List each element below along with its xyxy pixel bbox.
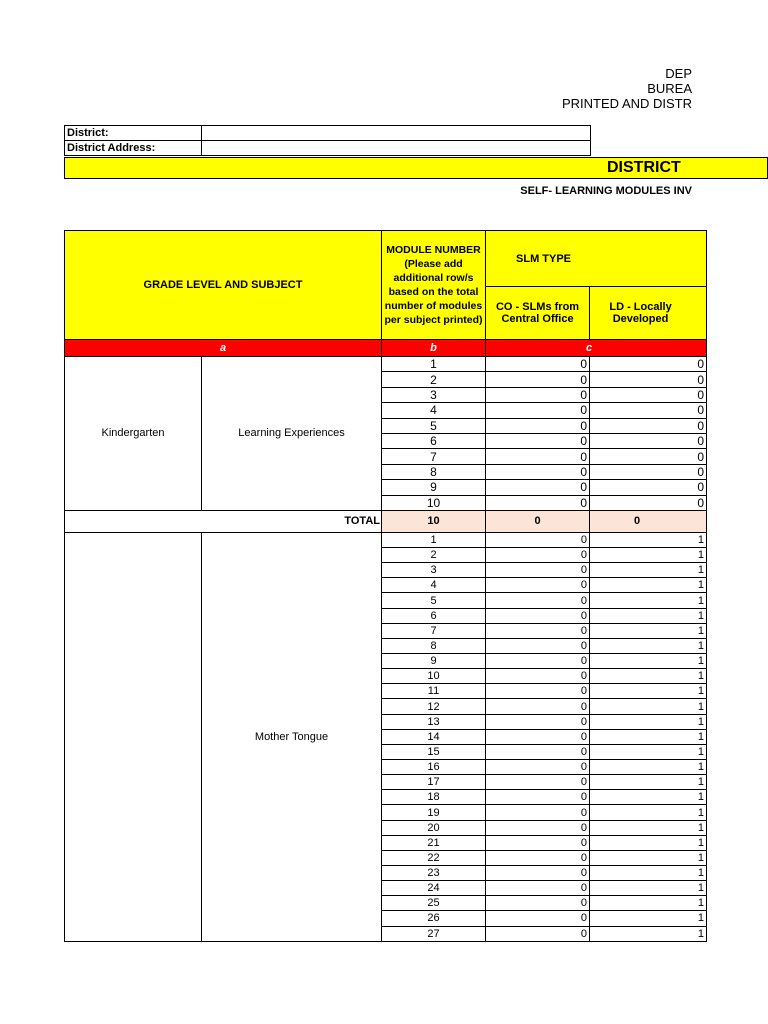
co-count-cell[interactable]: 0 <box>486 403 590 418</box>
co-count-cell[interactable]: 0 <box>486 866 590 881</box>
subject-learning-experiences: Learning Experiences <box>202 357 382 511</box>
co-count-cell[interactable]: 0 <box>486 464 590 479</box>
header-line-2: BUREA <box>647 81 692 96</box>
module-number-cell[interactable]: 24 <box>382 881 486 896</box>
total-row <box>65 510 707 532</box>
module-number-cell[interactable]: 12 <box>382 699 486 714</box>
co-count-cell[interactable]: 0 <box>486 495 590 510</box>
co-count-cell[interactable]: 0 <box>486 372 590 387</box>
module-number-cell[interactable]: 19 <box>382 805 486 820</box>
co-count-cell[interactable]: 0 <box>486 790 590 805</box>
co-count-cell[interactable]: 0 <box>486 654 590 669</box>
ld-count-cell[interactable]: 0 <box>590 357 707 372</box>
column-letter-a: a <box>65 340 382 357</box>
module-number-cell[interactable]: 4 <box>382 403 486 418</box>
district-info-table <box>64 125 591 156</box>
ld-count-cell[interactable]: 1 <box>590 684 707 699</box>
co-count-cell[interactable]: 0 <box>486 881 590 896</box>
ld-count-cell[interactable]: 1 <box>590 593 707 608</box>
co-count-cell[interactable]: 0 <box>486 608 590 623</box>
module-number-cell[interactable]: 5 <box>382 418 486 433</box>
ld-count-cell[interactable]: 1 <box>590 654 707 669</box>
module-number-cell[interactable]: 3 <box>382 563 486 578</box>
ld-count-cell[interactable]: 1 <box>590 820 707 835</box>
co-count-cell[interactable]: 0 <box>486 926 590 941</box>
co-count-cell[interactable]: 0 <box>486 638 590 653</box>
module-number-cell[interactable]: 17 <box>382 775 486 790</box>
module-number-cell[interactable]: 9 <box>382 654 486 669</box>
co-count-cell[interactable]: 0 <box>486 418 590 433</box>
co-count-cell[interactable]: 0 <box>486 896 590 911</box>
co-count-cell[interactable]: 0 <box>486 775 590 790</box>
co-count-cell[interactable]: 0 <box>486 729 590 744</box>
module-number-cell[interactable]: 18 <box>382 790 486 805</box>
ld-count-cell[interactable]: 0 <box>590 464 707 479</box>
ld-header: LD - Locally Developed <box>590 287 707 340</box>
module-number-cell[interactable]: 2 <box>382 548 486 563</box>
ld-count-cell[interactable]: 0 <box>590 433 707 448</box>
module-number-cell[interactable]: 6 <box>382 433 486 448</box>
ld-count-cell[interactable]: 1 <box>590 790 707 805</box>
total-ld: 0 <box>590 510 707 532</box>
column-letter-b: b <box>382 340 486 357</box>
ld-count-cell[interactable]: 1 <box>590 578 707 593</box>
co-count-cell[interactable]: 0 <box>486 911 590 926</box>
ld-count-cell[interactable]: 0 <box>590 418 707 433</box>
module-number-cell[interactable]: 23 <box>382 866 486 881</box>
ld-count-cell[interactable]: 0 <box>590 372 707 387</box>
total-co: 0 <box>486 510 590 532</box>
ld-count-cell[interactable]: 1 <box>590 850 707 865</box>
ld-count-cell[interactable]: 1 <box>590 744 707 759</box>
module-number-cell[interactable]: 7 <box>382 449 486 464</box>
ld-count-cell[interactable]: 1 <box>590 638 707 653</box>
co-count-cell[interactable]: 0 <box>486 357 590 372</box>
co-count-cell[interactable]: 0 <box>486 820 590 835</box>
module-number-cell[interactable]: 21 <box>382 835 486 850</box>
module-number-cell[interactable]: 25 <box>382 896 486 911</box>
ld-count-cell[interactable]: 1 <box>590 866 707 881</box>
total-module-count: 10 <box>382 510 486 532</box>
ld-count-cell[interactable]: 1 <box>590 835 707 850</box>
table-row <box>65 532 707 547</box>
inventory-sheet <box>64 230 705 954</box>
co-count-cell[interactable]: 0 <box>486 684 590 699</box>
ld-count-cell[interactable]: 1 <box>590 548 707 563</box>
ld-count-cell[interactable]: 1 <box>590 714 707 729</box>
module-number-cell[interactable]: 10 <box>382 669 486 684</box>
ld-count-cell[interactable]: 1 <box>590 532 707 547</box>
module-number-cell[interactable]: 1 <box>382 532 486 547</box>
module-number-cell[interactable]: 13 <box>382 714 486 729</box>
header-line-3: PRINTED AND DISTR <box>561 96 692 111</box>
co-count-cell[interactable]: 0 <box>486 760 590 775</box>
co-count-cell[interactable]: 0 <box>486 805 590 820</box>
co-count-cell[interactable]: 0 <box>486 563 590 578</box>
ld-count-cell[interactable]: 0 <box>590 403 707 418</box>
co-count-cell[interactable]: 0 <box>486 699 590 714</box>
co-count-cell[interactable]: 0 <box>486 433 590 448</box>
co-count-cell[interactable]: 0 <box>486 532 590 547</box>
inventory-subtitle: SELF- LEARNING MODULES INV <box>520 185 692 197</box>
ld-count-cell[interactable]: 0 <box>590 495 707 510</box>
co-count-cell[interactable]: 0 <box>486 714 590 729</box>
co-count-cell[interactable]: 0 <box>486 548 590 563</box>
co-count-cell[interactable]: 0 <box>486 387 590 402</box>
table-row <box>65 357 707 372</box>
grade-level-kindergarten: Kindergarten <box>65 357 202 511</box>
ld-count-cell[interactable]: 1 <box>590 775 707 790</box>
ld-count-cell[interactable]: 1 <box>590 805 707 820</box>
inventory-table <box>64 230 707 942</box>
ld-count-cell[interactable]: 1 <box>590 729 707 744</box>
module-number-cell[interactable]: 1 <box>382 357 486 372</box>
module-number-cell[interactable]: 7 <box>382 623 486 638</box>
slm-type-header: SLM TYPE <box>486 231 707 287</box>
co-count-cell[interactable]: 0 <box>486 850 590 865</box>
district-address-label: District Address: <box>65 141 202 156</box>
module-number-cell[interactable]: 3 <box>382 387 486 402</box>
kindergarten-section <box>65 357 707 511</box>
ld-count-cell[interactable]: 1 <box>590 623 707 638</box>
ld-count-cell[interactable]: 0 <box>590 449 707 464</box>
module-number-cell[interactable]: 10 <box>382 495 486 510</box>
ld-count-cell[interactable]: 1 <box>590 896 707 911</box>
ld-count-cell[interactable]: 1 <box>590 760 707 775</box>
module-number-cell[interactable]: 20 <box>382 820 486 835</box>
column-letter-c: c <box>486 340 707 357</box>
co-count-cell[interactable]: 0 <box>486 593 590 608</box>
co-count-cell[interactable]: 0 <box>486 480 590 495</box>
ld-count-cell[interactable]: 1 <box>590 881 707 896</box>
ld-count-cell[interactable]: 1 <box>590 911 707 926</box>
ld-count-cell[interactable]: 1 <box>590 699 707 714</box>
ld-count-cell[interactable]: 1 <box>590 669 707 684</box>
module-number-cell[interactable]: 8 <box>382 464 486 479</box>
co-count-cell[interactable]: 0 <box>486 623 590 638</box>
district-title: DISTRICT <box>607 159 681 176</box>
grade-subject-header: GRADE LEVEL AND SUBJECT <box>65 231 382 340</box>
module-number-cell[interactable]: 26 <box>382 911 486 926</box>
mother-tongue-section <box>65 532 707 941</box>
co-count-cell[interactable]: 0 <box>486 744 590 759</box>
district-address-field[interactable] <box>202 141 591 156</box>
header-line-1: DEP <box>665 66 692 81</box>
module-number-cell[interactable]: 16 <box>382 760 486 775</box>
ld-count-cell[interactable]: 0 <box>590 387 707 402</box>
total-label: TOTAL <box>65 510 382 532</box>
module-number-cell[interactable]: 6 <box>382 608 486 623</box>
module-number-cell[interactable]: 4 <box>382 578 486 593</box>
subject-mother-tongue: Mother Tongue <box>202 532 382 941</box>
module-number-cell[interactable]: 11 <box>382 684 486 699</box>
co-count-cell[interactable]: 0 <box>486 669 590 684</box>
ld-count-cell[interactable]: 1 <box>590 926 707 941</box>
module-number-cell[interactable]: 2 <box>382 372 486 387</box>
module-number-cell[interactable]: 27 <box>382 926 486 941</box>
co-count-cell[interactable]: 0 <box>486 578 590 593</box>
co-count-cell[interactable]: 0 <box>486 835 590 850</box>
co-count-cell[interactable]: 0 <box>486 449 590 464</box>
module-number-header: MODULE NUMBER (Please add additional row/s based on the total number of modules per subject printed) <box>382 231 486 340</box>
ld-count-cell[interactable]: 1 <box>590 608 707 623</box>
ld-count-cell[interactable]: 0 <box>590 480 707 495</box>
grade-level-cell <box>65 532 202 941</box>
district-label: District: <box>65 126 202 141</box>
module-number-cell[interactable]: 15 <box>382 744 486 759</box>
module-number-cell[interactable]: 9 <box>382 480 486 495</box>
module-number-cell[interactable]: 14 <box>382 729 486 744</box>
co-header: CO - SLMs from Central Office <box>486 287 590 340</box>
district-field[interactable] <box>202 126 591 141</box>
module-number-cell[interactable]: 22 <box>382 850 486 865</box>
module-number-cell[interactable]: 8 <box>382 638 486 653</box>
module-number-cell[interactable]: 5 <box>382 593 486 608</box>
ld-count-cell[interactable]: 1 <box>590 563 707 578</box>
